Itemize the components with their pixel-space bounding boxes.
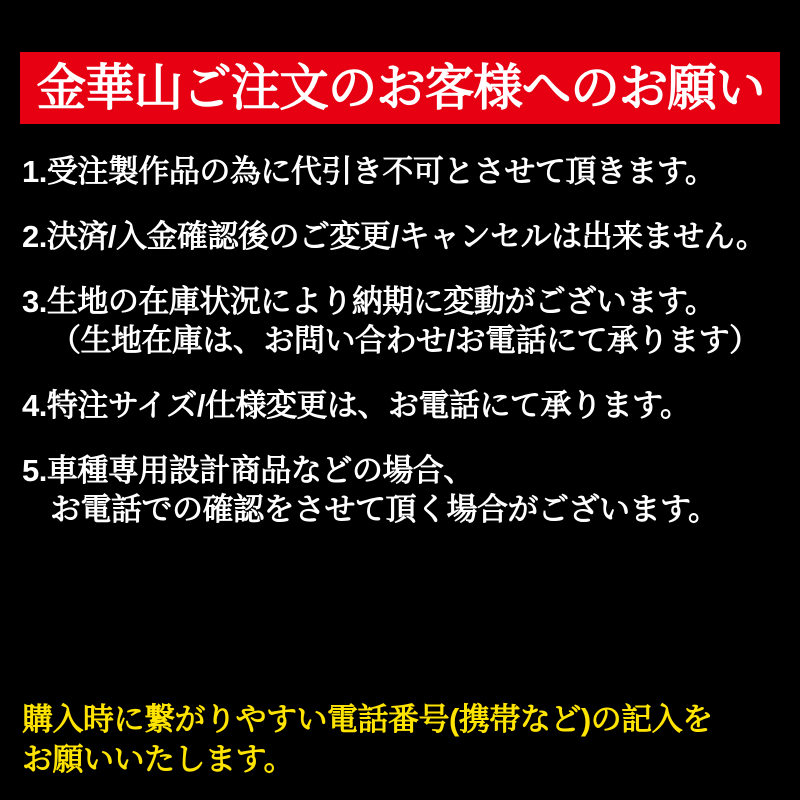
list-item-line: 2.決済/入金確認後のご変更/キャンセルは出来ません。 — [22, 219, 767, 255]
footer-note — [22, 700, 792, 779]
list-item — [22, 282, 782, 360]
list-item-line: 5.車種専用設計商品などの場合、 — [22, 453, 474, 489]
list-item-subline: お電話での確認をさせて頂く場合がございます。 — [50, 492, 719, 528]
list-item — [22, 386, 782, 425]
footer-note-line: お願いいたします。 — [22, 741, 295, 777]
list-item — [22, 152, 782, 191]
list-item-line: 1.受注製作品の為に代引き不可とさせて頂きます。 — [22, 154, 716, 189]
banner-heading — [20, 52, 780, 124]
notice-list — [22, 152, 782, 555]
list-item-line: 4.特注サイズ/仕様変更は、お電話にて承ります。 — [22, 388, 691, 424]
footer-note-line: 購入時に繋がりやすい電話番号(携帯など)の記入を — [22, 702, 713, 737]
list-item-line: 3.生地の在庫状況により納期に変動がございます。 — [22, 284, 716, 320]
list-item-subline: （生地在庫は、お問い合わせ/お電話にて承ります） — [50, 323, 760, 359]
banner-title: 金華山ご注文のお客様へのお願い — [36, 60, 764, 116]
list-item — [22, 451, 782, 529]
list-item — [22, 217, 782, 256]
